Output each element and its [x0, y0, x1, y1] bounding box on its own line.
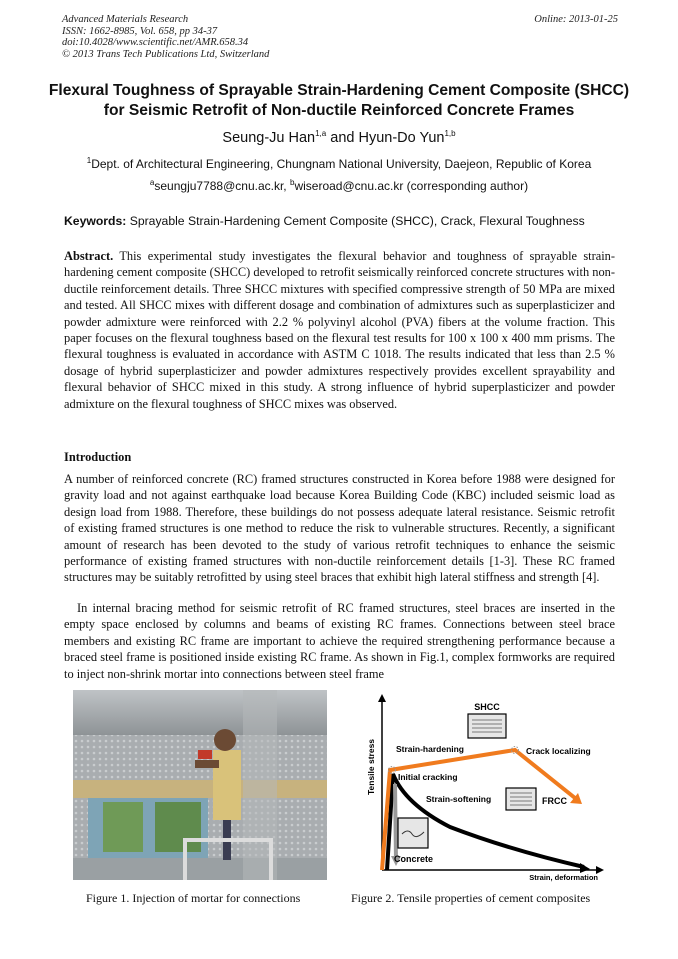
- author-and: and: [326, 130, 359, 146]
- author-2: Hyun-Do Yun: [358, 130, 445, 146]
- email-a[interactable]: seungju7788@cnu.ac.kr,: [154, 179, 290, 193]
- intro-paragraph-2: In internal bracing method for seismic retrofit of RC framed structures, steel braces are inserted in the empty space enclosed by columns and beams of existing RC frames. Connections between steel brace members and existing RC frame are important to achieve the required strengthening performance because a braced steel frame is positioned inside existing RC frame. As shown in Fig.1, complex formworks are required to inject non-shrink mortar into connections between steel frame: [64, 601, 615, 681]
- author-1-sup: 1,a: [315, 129, 327, 139]
- affiliation-sup: 1: [86, 156, 92, 165]
- issn: ISSN: 1662-8985, Vol. 658, pp 34-37: [62, 25, 218, 37]
- figure-1-photo: [73, 690, 327, 880]
- paper-title: Flexural Toughness of Sprayable Strain-Hardening Cement Composite (SHCC) for Seismic Retrofit of Non-ductile Reinforced Concrete Frames: [48, 82, 630, 119]
- abstract-text: This experimental study investigates the flexural behavior and toughness of sprayable strain-hardening cement composite (SHCC) developed to retrofit seismically reinforced concrete structures with non-ductile reinforcement details. Three SHCC mixtures with specified compressive strength of 50 MPa are mixed and tested. All SHCC mixes with different dosage and combination of admixtures such as superplasticizer and powder admixture were reinforced with 2.2 % polyvinyl alcohol (PVA) fibers at the volume fraction. This paper focuses on the flexural toughness based on the flexural test results for 100 x 100 x 400 mm prisms. The flexural toughness is evaluated in accordance with ASTM C 1018. The results indicated that less than 2.5 % dosage of hybrid superplasticizer and powder admixtures respectively provides excellent sprayability and flexural behavior of SHCC mixed in this study. A strong influence of hybrid superplasticizer and powder admixture on the flexural toughness of SHCC mixes was observed.: [64, 249, 615, 411]
- abstract: [64, 248, 615, 412]
- frcc-specimen-icon: [506, 788, 536, 810]
- journal-header: [62, 14, 618, 60]
- author-line: [0, 130, 678, 146]
- label-concrete: Concrete: [394, 854, 434, 864]
- concrete-curve: [395, 784, 396, 860]
- keywords: [64, 214, 620, 228]
- label-strain-hardening: Strain-hardening: [396, 744, 465, 754]
- email-line: [0, 179, 678, 193]
- intro-paragraph-1: A number of reinforced concrete (RC) framed structures constructed in Korea before 1988 were designed for gravity load and not against earthquake load because Korea Building Code (KBC) included seismic load as design load from 1988. Therefore, these buildings do not possess adequate lateral resistance. Seismic retrofit of existing framed structures is one method to reduce the risk to vulnerable structures. Recently, a significant amount of research has been devoted to the study of various retrofit techniques to enhance the seismic performance of existing framed structures with non-ductile reinforcement details [1-3]. These RC framed structures may be suitably retrofitted by using steel braces that exhibit high lateral stiffness and strength [4].: [64, 472, 615, 585]
- author-1: Seung-Ju Han: [222, 130, 316, 146]
- label-frcc: FRCC: [542, 796, 567, 806]
- email-b[interactable]: wiseroad@cnu.ac.kr (corresponding author): [294, 179, 529, 193]
- label-crack-localizing: Crack localizing: [526, 746, 591, 756]
- email-b-sup: b: [289, 178, 295, 187]
- figure-2-diagram: [360, 692, 610, 882]
- abstract-label: Abstract.: [64, 249, 114, 263]
- shcc-specimen-icon: [468, 714, 506, 738]
- shcc-curve: [382, 750, 575, 870]
- concrete-specimen-icon: [398, 818, 428, 848]
- figure-2-caption: Figure 2. Tensile properties of cement composites: [351, 891, 591, 905]
- x-axis-label: Strain, deformation: [529, 873, 598, 882]
- y-axis-label: Tensile stress: [366, 738, 376, 796]
- online-date: Online: 2013-01-25: [534, 14, 618, 25]
- copyright: © 2013 Trans Tech Publications Ltd, Switzerland: [62, 48, 270, 60]
- keywords-label: Keywords:: [64, 214, 127, 228]
- y-axis-arrow-icon: [378, 694, 386, 702]
- label-shcc: SHCC: [474, 702, 500, 712]
- softening-arrow-icon: [580, 863, 590, 873]
- mortar-injection-photo: [73, 690, 327, 880]
- figure-1-caption: Figure 1. Injection of mortar for connections: [86, 891, 301, 905]
- author-2-sup: 1,b: [444, 129, 456, 139]
- keywords-text: Sprayable Strain-Hardening Cement Composite (SHCC), Crack, Flexural Toughness: [126, 214, 585, 228]
- label-initial-cracking: Initial cracking: [398, 772, 458, 782]
- section-heading-introduction: Introduction: [64, 450, 132, 464]
- email-a-sup: a: [149, 178, 155, 187]
- affiliation: [0, 157, 678, 171]
- label-strain-softening: Strain-softening: [426, 794, 492, 804]
- affiliation-text: Dept. of Architectural Engineering, Chungnam National University, Daejeon, Republic of Korea: [91, 157, 592, 171]
- journal-name: Advanced Materials Research: [62, 14, 189, 25]
- doi: doi:10.4028/www.scientific.net/AMR.658.34: [62, 37, 249, 48]
